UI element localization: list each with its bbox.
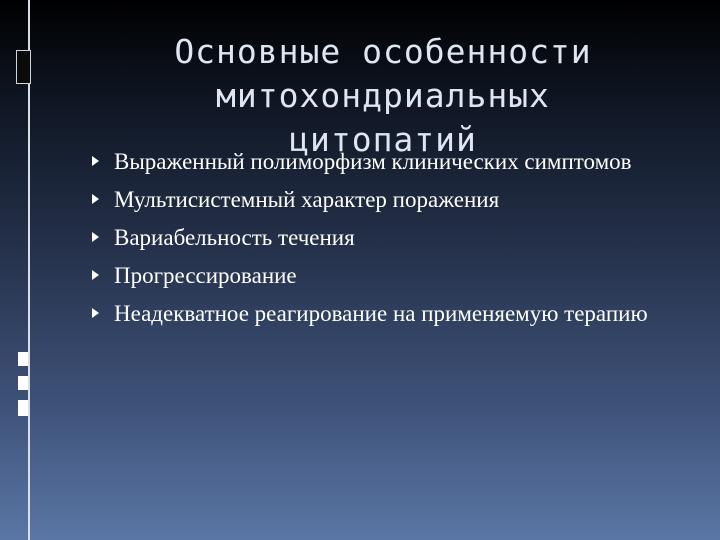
- decor-square: [16, 50, 31, 84]
- bullet-triangle-icon: [92, 194, 99, 204]
- list-item: [92, 298, 652, 330]
- title-line: митохондриальных: [216, 76, 550, 115]
- decor-square: [18, 376, 28, 390]
- slide-title: [88, 30, 678, 162]
- bullet-list: [92, 146, 652, 336]
- bullet-text: Мультисистемный характер поражения: [114, 187, 500, 212]
- list-item: [92, 146, 652, 178]
- bullet-text: Вариабельность течения: [114, 225, 355, 250]
- bullet-text: Прогрессирование: [114, 263, 297, 288]
- bullet-triangle-icon: [92, 270, 99, 280]
- list-item: [92, 184, 652, 216]
- bullet-triangle-icon: [92, 308, 99, 318]
- list-item: [92, 260, 652, 292]
- title-line: Основные особенности: [174, 32, 592, 71]
- bullet-triangle-icon: [92, 156, 99, 166]
- bullet-triangle-icon: [92, 232, 99, 242]
- bullet-text: Неадекватное реагирование на применяемую терапию: [114, 301, 648, 326]
- title-line: цитопатий: [289, 120, 477, 159]
- list-item: [92, 222, 652, 254]
- bullet-text: Выраженный полиморфизм клинических симптомов: [114, 149, 632, 174]
- decor-square: [18, 352, 28, 366]
- decor-square: [18, 400, 28, 416]
